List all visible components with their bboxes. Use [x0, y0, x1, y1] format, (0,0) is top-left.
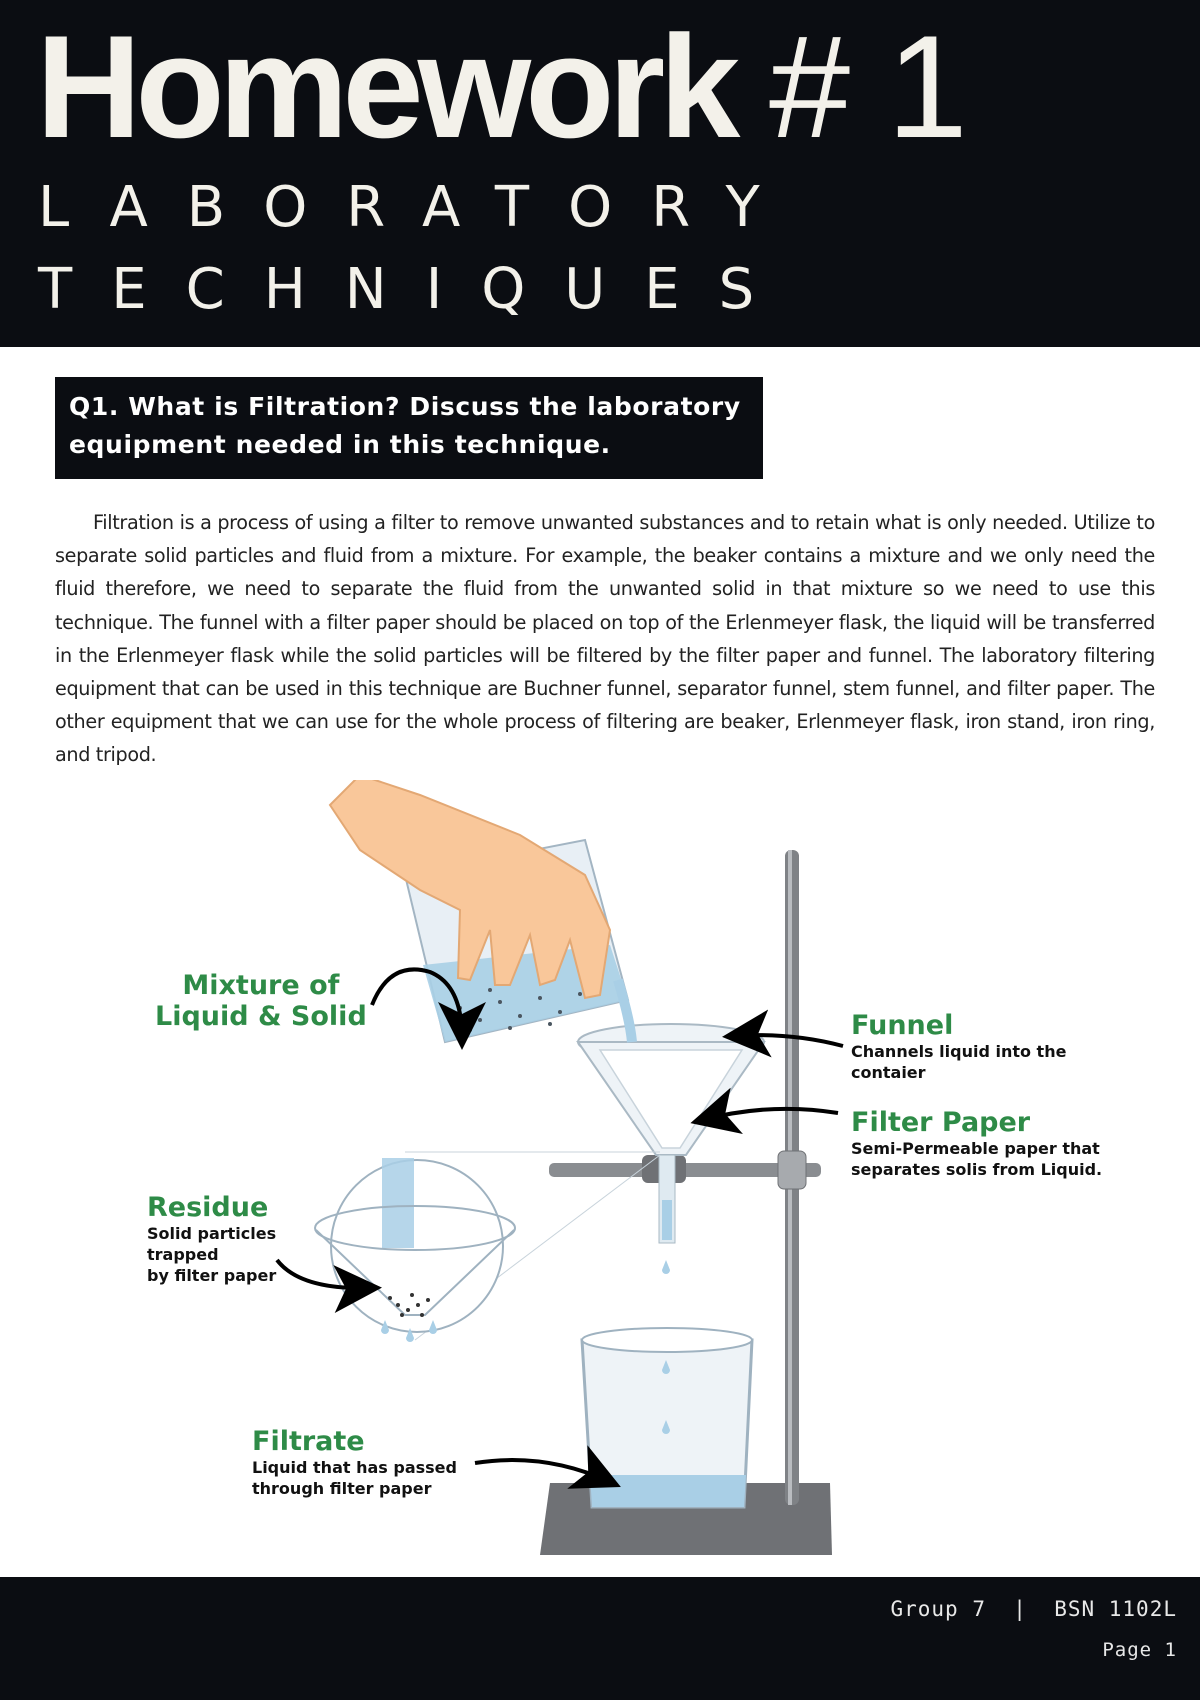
question-line-1: Q1. What is Filtration? Discuss the laboratory [69, 392, 741, 421]
footer-bar [0, 1577, 1200, 1700]
label-mixture-title: Mixture of Liquid & Solid [155, 970, 367, 1033]
question-box [55, 377, 763, 479]
title-word: Homework [36, 5, 735, 168]
label-funnel-desc: Channels liquid into the contaier [851, 1042, 1067, 1083]
label-funnel-title: Funnel [851, 1010, 954, 1041]
label-filter-paper [851, 1107, 1102, 1180]
clamp-knob [778, 1151, 806, 1189]
label-filter-paper-desc: Semi-Permeable paper that separates solis from Liquid. [851, 1139, 1103, 1180]
question-line-2: equipment needed in this technique. [69, 430, 611, 459]
label-filtrate-title: Filtrate [252, 1426, 365, 1457]
title-number: # 1 [768, 5, 966, 168]
answer-paragraph: Filtration is a process of using a filter to remove unwanted substances and to retain what is only needed. Utilize to separate solid particles and fluid from a mixture. For example, the beaker contains a mixture and we only need the fluid therefore, we need to separate the fluid from the unwanted solid in that mixture so we need to use this technique. The funnel with a filter paper should be placed on top of the Erlenmeyer flask, the liquid will be transferred in the Erlenmeyer flask while the solid particles will be filtered by the filter paper and funnel. The laboratory filtering equipment that can be used in this technique are Buchner funnel, separator funnel, stem funnel, and filter paper. The other equipment that we can use for the whole process of filtering are beaker, Erlenmeyer flask, iron stand, iron ring, and tripod. [55, 511, 1155, 767]
label-mixture [155, 970, 367, 1032]
page-title [36, 5, 966, 168]
label-filtrate [252, 1426, 457, 1499]
label-funnel [851, 1010, 1066, 1083]
footer-page-number: Page 1 [1102, 1639, 1177, 1661]
filtration-diagram [0, 780, 1200, 1570]
footer-group: Group 7 | BSN 1102L [890, 1597, 1177, 1621]
label-residue [147, 1192, 276, 1286]
label-filter-paper-title: Filter Paper [851, 1107, 1031, 1138]
receiving-beaker [582, 1260, 752, 1507]
label-residue-desc: Solid particles trapped by filter paper [147, 1224, 277, 1286]
funnel-shape [578, 1024, 764, 1243]
subtitle-line-2: TECHNIQUES [38, 257, 794, 322]
residue-zoom-circle [315, 1152, 660, 1342]
label-filtrate-desc: Liquid that has passed through filter paper [252, 1458, 457, 1499]
label-residue-title: Residue [147, 1192, 269, 1223]
arrow-filter-paper [702, 1109, 838, 1120]
subtitle-line-1: LABORATORY [38, 175, 799, 240]
header-banner [0, 0, 1200, 347]
